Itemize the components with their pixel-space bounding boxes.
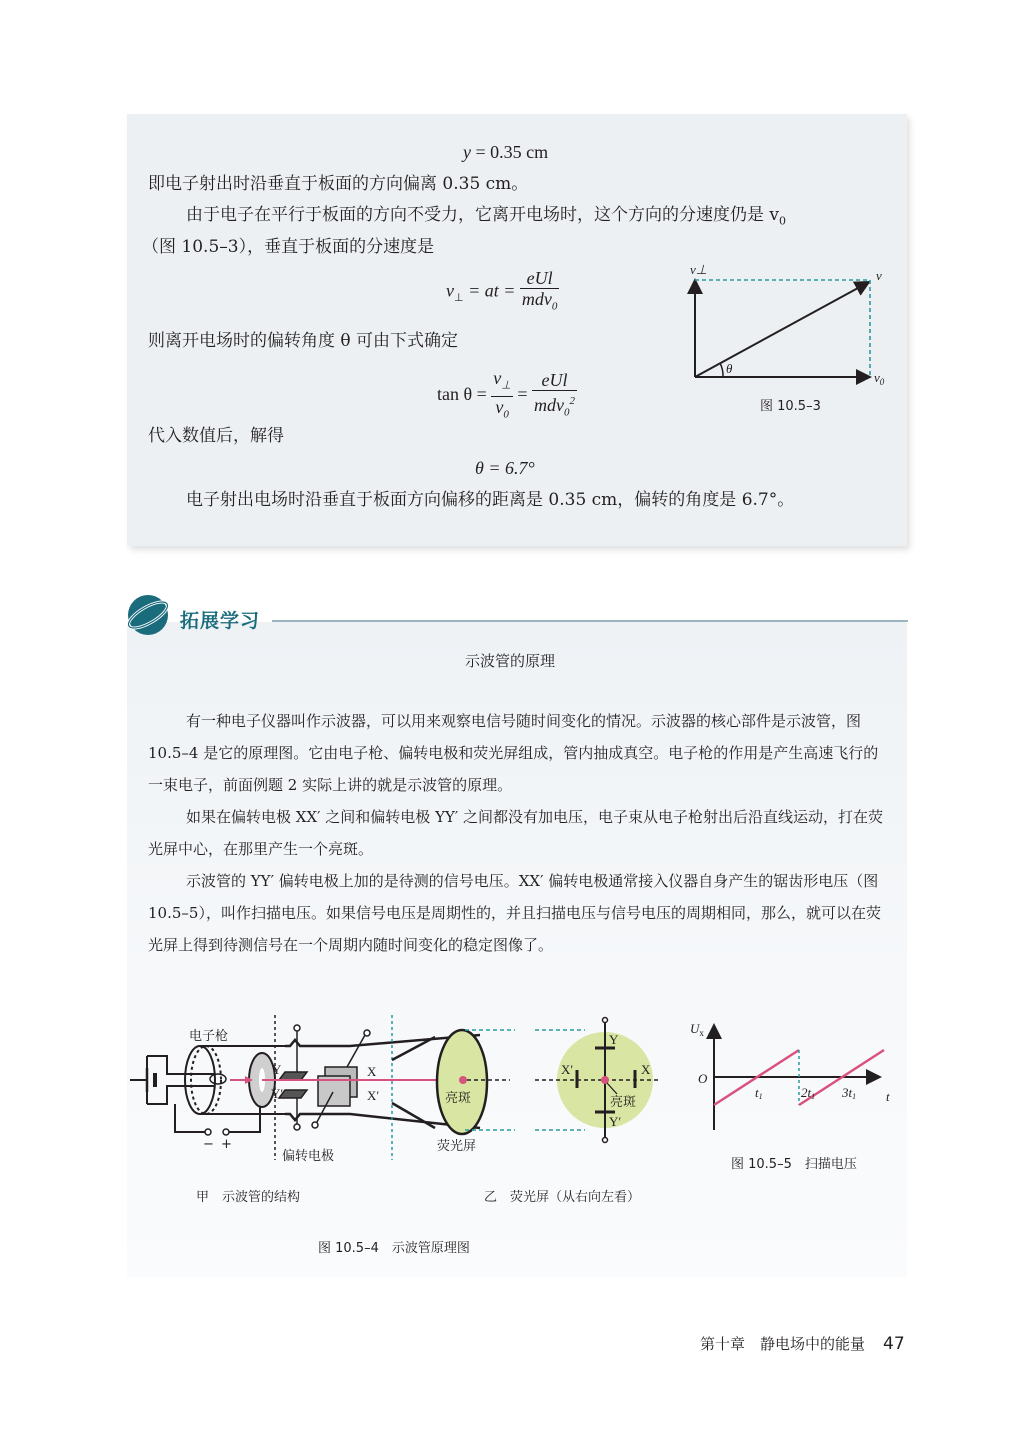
tick-t1: t1 — [755, 1085, 763, 1101]
screen-label-x-prime: X′ — [561, 1062, 574, 1077]
frac1-den-v: v — [495, 396, 504, 417]
text-line-1: 即电子射出时沿垂直于板面的方向偏离 0.35 cm。 — [148, 174, 529, 194]
eq-vperp-mid: = at = — [468, 280, 516, 301]
screen-label-y-prime: Y′ — [609, 1114, 622, 1129]
header-divider — [272, 620, 908, 622]
oscilloscope-tube-diagram — [125, 1010, 685, 1175]
v0-label: $v_0$ — [874, 370, 885, 387]
frac1-den-sub: 0 — [503, 408, 509, 421]
equation-vperp — [446, 268, 559, 317]
frac2-den-sup: 2 — [569, 394, 576, 407]
frac-den-sub: 0 — [551, 300, 558, 313]
screen-label-bright-spot: 亮斑 — [610, 1095, 637, 1110]
eq-y-lhs: y — [463, 142, 471, 162]
v-perp-label: v⊥ — [690, 262, 708, 277]
y-axis-label: $U_x$ — [690, 1021, 704, 1038]
section-title: 示波管的原理 — [464, 652, 555, 670]
frac1-num-v: v — [493, 368, 502, 388]
frac1-den — [491, 397, 513, 425]
planet-icon — [126, 592, 172, 638]
label-x-prime: X′ — [367, 1088, 380, 1103]
frac2-den-sub: 0 — [564, 406, 570, 419]
frac-den-text: mdv — [521, 289, 552, 309]
label-electron-gun: 电子枪 — [189, 1029, 229, 1044]
frac2-den-text: mdv — [534, 394, 565, 415]
tick-2t1: 2t1 — [801, 1085, 816, 1101]
frac-num: eUl — [520, 268, 560, 289]
v-label: v — [876, 268, 882, 283]
subfigure-b-caption: 乙 荧光屏（从右向左看） — [484, 1190, 641, 1205]
eq-vperp-v: v — [446, 280, 454, 301]
fraction-vperp-v0 — [491, 368, 513, 424]
line2-text: 由于电子在平行于板面的方向不受力，它离开电场时，这个方向的分速度仍是 v — [186, 205, 780, 225]
eq-y-rhs: = 0.35 cm — [475, 142, 549, 162]
label-y: Y — [272, 1062, 282, 1077]
equation-y — [463, 141, 548, 163]
eq-vperp-sub: ⊥ — [454, 292, 464, 305]
label-screen: 荧光屏 — [437, 1139, 477, 1154]
subfigure-a-caption: 甲 示波管的结构 — [196, 1190, 301, 1205]
frac1-num — [491, 368, 513, 397]
label-y-prime: Y′ — [271, 1086, 284, 1101]
frac2-num: eUl — [532, 370, 577, 391]
eq-tan-lhs: tan θ = — [437, 384, 487, 405]
label-deflection-electrodes: 偏转电极 — [282, 1149, 335, 1164]
text-line-3: （图 10.5–3），垂直于板面的分速度是 — [142, 237, 435, 257]
label-plus: + — [221, 1137, 232, 1152]
figure-10-5-4-caption: 图 10.5–4 示波管原理图 — [318, 1241, 470, 1256]
page-footer — [700, 1333, 905, 1354]
equation-theta — [475, 457, 535, 479]
line2-sub: 0 — [779, 214, 787, 228]
paragraph-1: 有一种电子仪器叫作示波器，可以用来观察电信号随时间变化的情况。示波器的核心部件是示波管，图 10.5–4 是它的原理图。它由电子枪、偏转电极和荧光屏组成，管内抽成真空。电子枪的作用是产生高速飞行的一束电子，前面例题 2 实际上讲的就是示波管的原理。 — [148, 712, 879, 794]
text-line-5: 代入数值后，解得 — [148, 426, 284, 446]
extension-header: 拓展学习 — [180, 610, 261, 632]
label-x: X — [367, 1064, 377, 1079]
theta-label: θ — [726, 361, 733, 376]
tick-3t1: 3t1 — [842, 1085, 857, 1101]
frac2-den — [532, 391, 577, 423]
origin-label: O — [698, 1071, 708, 1086]
page-number: 47 — [883, 1334, 905, 1354]
velocity-diagram-figure — [680, 262, 900, 402]
eq-tan-eq: = — [517, 384, 528, 405]
figure-10-5-5-caption: 图 10.5–5 扫描电压 — [731, 1157, 857, 1172]
text-line-4: 则离开电场时的偏转角度 θ 可由下式确定 — [148, 331, 459, 351]
text-line-2 — [186, 204, 786, 232]
paragraph-2: 如果在偏转电极 XX′ 之间和偏转电极 YY′ 之间都没有加电压，电子束从电子枪射出后沿直线运动，打在荧光屏中心，在那里产生一个亮斑。 — [148, 808, 884, 858]
paragraph-3: 示波管的 YY′ 偏转电极上加的是待测的信号电压。XX′ 偏转电极通常接入仪器自身产生的锯齿形电压（图 10.5–5），叫作扫描电压。如果信号电压是周期性的，并且扫描电压与信号电压的周期相同，那么，就可以在荧光屏上得到待测信号在一个周期内随时间变化的稳定图像了。 — [148, 872, 881, 954]
frac1-num-sub: ⊥ — [501, 379, 511, 392]
sweep-voltage-graph — [680, 1015, 900, 1150]
label-bright-spot: 亮斑 — [445, 1091, 472, 1106]
frac-den — [520, 289, 560, 317]
screen-label-x: X — [641, 1062, 651, 1077]
chapter-title: 第十章 静电场中的能量 — [700, 1335, 866, 1353]
eq-theta-text: θ = 6.7° — [475, 458, 535, 478]
fraction-eUl-mdv0sq — [532, 370, 577, 423]
x-axis-label: t — [886, 1089, 890, 1104]
text-line-6: 电子射出电场时沿垂直于板面方向偏移的距离是 0.35 cm，偏转的角度是 6.7°。 — [186, 490, 795, 510]
equation-tan-theta — [437, 368, 577, 424]
figure-10-5-3-caption: 图 10.5–3 — [760, 399, 821, 414]
screen-label-y: Y — [609, 1032, 619, 1047]
label-minus: − — [203, 1137, 214, 1152]
fraction-eUl-mdv0 — [520, 268, 560, 317]
